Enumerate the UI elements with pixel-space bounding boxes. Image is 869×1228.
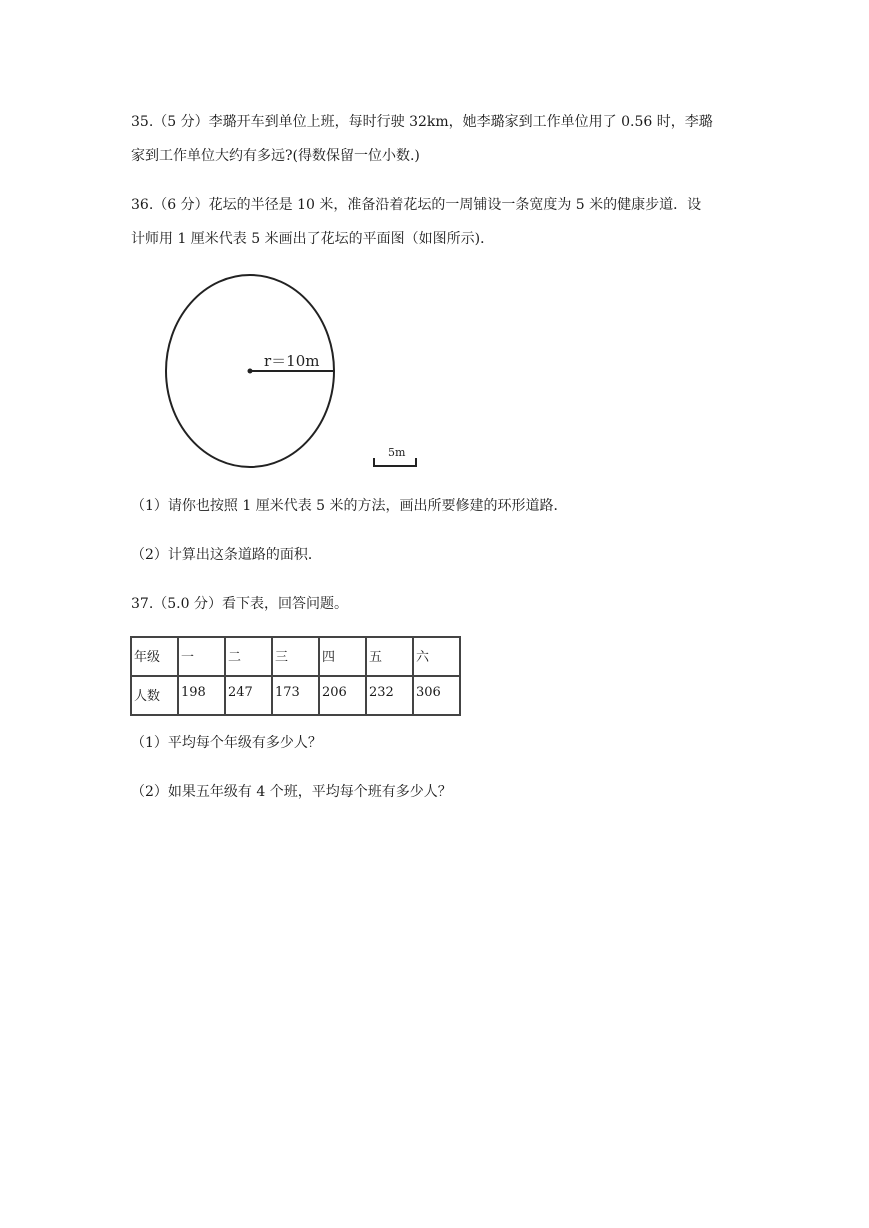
table-row <box>131 676 460 715</box>
radius-label: r＝10m <box>264 352 320 370</box>
table-cell: 四 <box>319 637 366 676</box>
q37-sub-2: （2）如果五年级有 4 个班，平均每个班有多少人？ <box>131 784 452 800</box>
q35-line-1: 35.（5 分）李璐开车到单位上班，每时行驶 32km，她李璐家到工作单位用了 0.56 时，李璐 <box>131 114 713 130</box>
table-cell: 五 <box>366 637 413 676</box>
table-cell: 206 <box>319 676 366 715</box>
scale-bar <box>374 458 416 466</box>
q36-sub-2: （2）计算出这条道路的面积． <box>131 547 322 563</box>
table-cell: 人数 <box>131 676 178 715</box>
table-cell: 173 <box>272 676 319 715</box>
q36-sub-1: （1）请你也按照 1 厘米代表 5 米的方法，画出所要修建的环形道路． <box>131 498 568 514</box>
q37-sub-1: （1）平均每个年级有多少人？ <box>131 735 322 751</box>
grade-table <box>130 636 461 716</box>
table-cell: 六 <box>413 637 460 676</box>
table-cell: 年级 <box>131 637 178 676</box>
table-cell: 232 <box>366 676 413 715</box>
table-cell: 三 <box>272 637 319 676</box>
table-cell: 306 <box>413 676 460 715</box>
table-cell: 二 <box>225 637 272 676</box>
table-cell: 247 <box>225 676 272 715</box>
table-cell: 一 <box>178 637 225 676</box>
q36-line-1: 36.（6 分）花坛的半径是 10 米，准备沿着花坛的一周铺设一条宽度为 5 米的健康步道．设 <box>131 197 702 213</box>
q37-line-1: 37.（5.0 分）看下表，回答问题。 <box>131 596 348 612</box>
table-row <box>131 637 460 676</box>
flower-bed-figure <box>160 274 430 474</box>
q36-line-2: 计师用 1 厘米代表 5 米画出了花坛的平面图（如图所示)． <box>131 231 495 247</box>
scale-label: 5m <box>388 446 406 459</box>
q35-line-2: 家到工作单位大约有多远?(得数保留一位小数.) <box>131 148 420 164</box>
table-cell: 198 <box>178 676 225 715</box>
